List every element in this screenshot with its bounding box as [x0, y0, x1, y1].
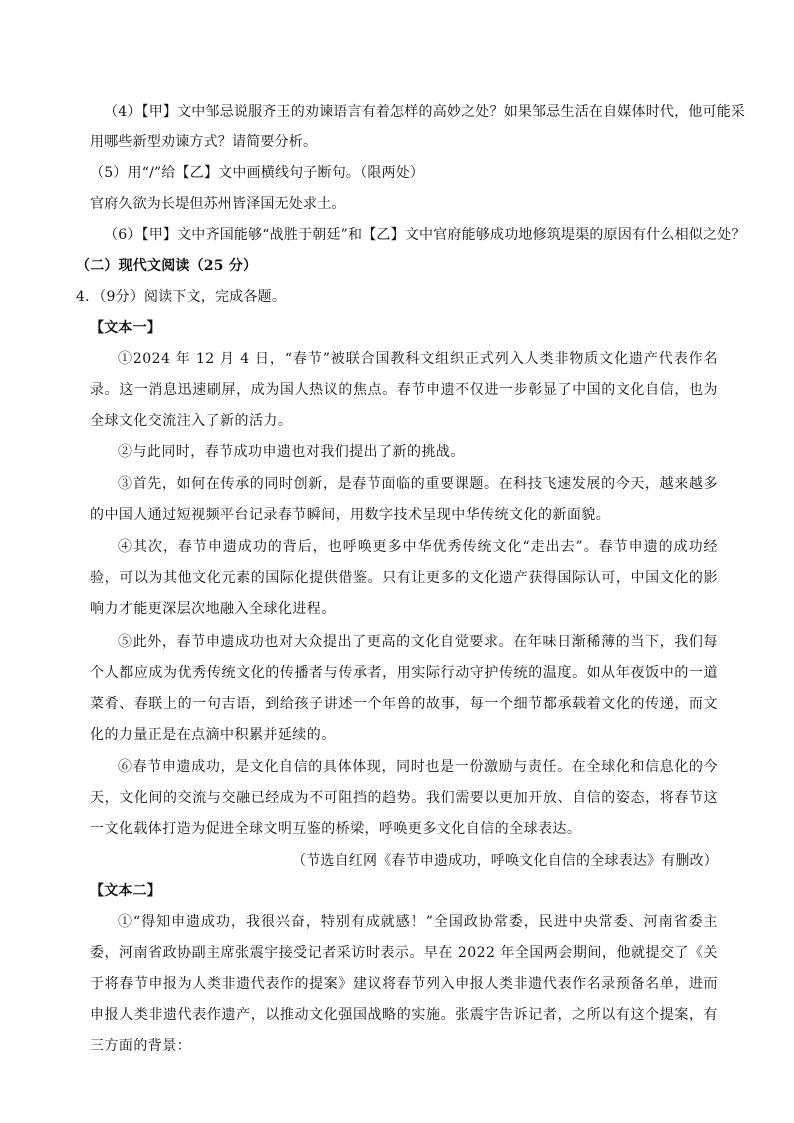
question-4-line-1: （4）【甲】文中邹忌说服齐王的劝谏语言有着怎样的高妙之处？如果邹忌生活在自媒体时代，他可能采 [104, 104, 746, 120]
text-one-label: 【文本一】 [90, 320, 161, 336]
text-one-paragraph-1: ①2024 年 12 月 4 日，“春节”被联合国教科文组织正式列入人类非物质文化遗产代表作名录。这一消息迅速刷屏，成为国人热议的焦点。春节申遗不仅进一步彰显了中国的文化自信，也为全球文化交流注入了新的活力。 [90, 351, 718, 429]
question-5: （5）用“/”给【乙】文中画横线句子断句。（限两处） [90, 165, 425, 181]
text-two-paragraph-1: ①“得知申遗成功，我很兴奋，特别有成就感！”全国政协常委，民进中央常委、河南省委主委，河南省政协副主席张震宇接受记者采访时表示。早在 2022 年全国两会期间，他就提交了《关于将春节申报为人类非遗代表作的提案》建议将春节列入申报人类非遗代表作名录预备名单，进而申报人类非遗代表作遗产，以推动文化强国战略的实施。张震宇告诉记者，之所以有这个提案，有三方面的背景： [90, 914, 718, 1054]
text-one-paragraph-6: ⑥春节申遗成功，是文化自信的具体体现，同时也是一份激励与责任。在全球化和信息化的今天，文化间的交流与交融已经成为不可阻挡的趋势。我们需要以更加开放、自信的姿态，将春节这一文化载体打造为促进全球文明互鉴的桥梁，呼唤更多文化自信的全球表达。 [90, 759, 718, 837]
text-one-paragraph-4: ④其次，春节申遗成功的背后，也呼唤更多中华优秀传统文化“走出去”。春节申遗的成功经验，可以为其他文化元素的国际化提供借鉴。只有让更多的文化遗产获得国际认可，中国文化的影响力才能更深层次地融入全球化进程。 [90, 539, 718, 617]
question-4-line-2: 用哪些新型劝谏方式？请简要分析。 [90, 134, 318, 150]
text-two-label: 【文本二】 [90, 883, 161, 899]
text-one-paragraph-2: ②与此同时，春节成功申遗也对我们提出了新的挑战。 [118, 444, 465, 460]
text-one-paragraph-3: ③首先，如何在传承的同时创新，是春节面临的重要课题。在科技飞速发展的今天，越来越多的中国人通过短视频平台记录春节瞬间，用数字技术呈现中华传统文化的新面貌。 [90, 476, 718, 523]
question-6: （6）【甲】文中齐国能够“战胜于朝廷”和【乙】文中官府能够成功地修筑堤渠的原因有什么相似之处？ [104, 227, 746, 243]
text-one-paragraph-5: ⑤此外，春节申遗成功也对大众提出了更高的文化自觉要求。在年味日渐稀薄的当下，我们每个人都应成为优秀传统文化的传播者与传承者，用实际行动守护传统的温度。如从年夜饭中的一道菜肴、春联上的一句吉语，到给孩子讲述一个年兽的故事，每一个细节都承载着文化的传递，而文化的力量正是在点滴中积累并延续的。 [90, 634, 718, 743]
section-heading: （二）现代文阅读（25 分） [76, 258, 258, 274]
text-one-source: （节选自红网《春节申遗成功，呼唤文化自信的全球表达》有删改） [292, 853, 718, 869]
question-5-sentence: 官府久欲为长堤但苏州皆泽国无处求土。 [90, 196, 346, 212]
question-intro: 4．（9分）阅读下文，完成各题。 [76, 289, 287, 305]
